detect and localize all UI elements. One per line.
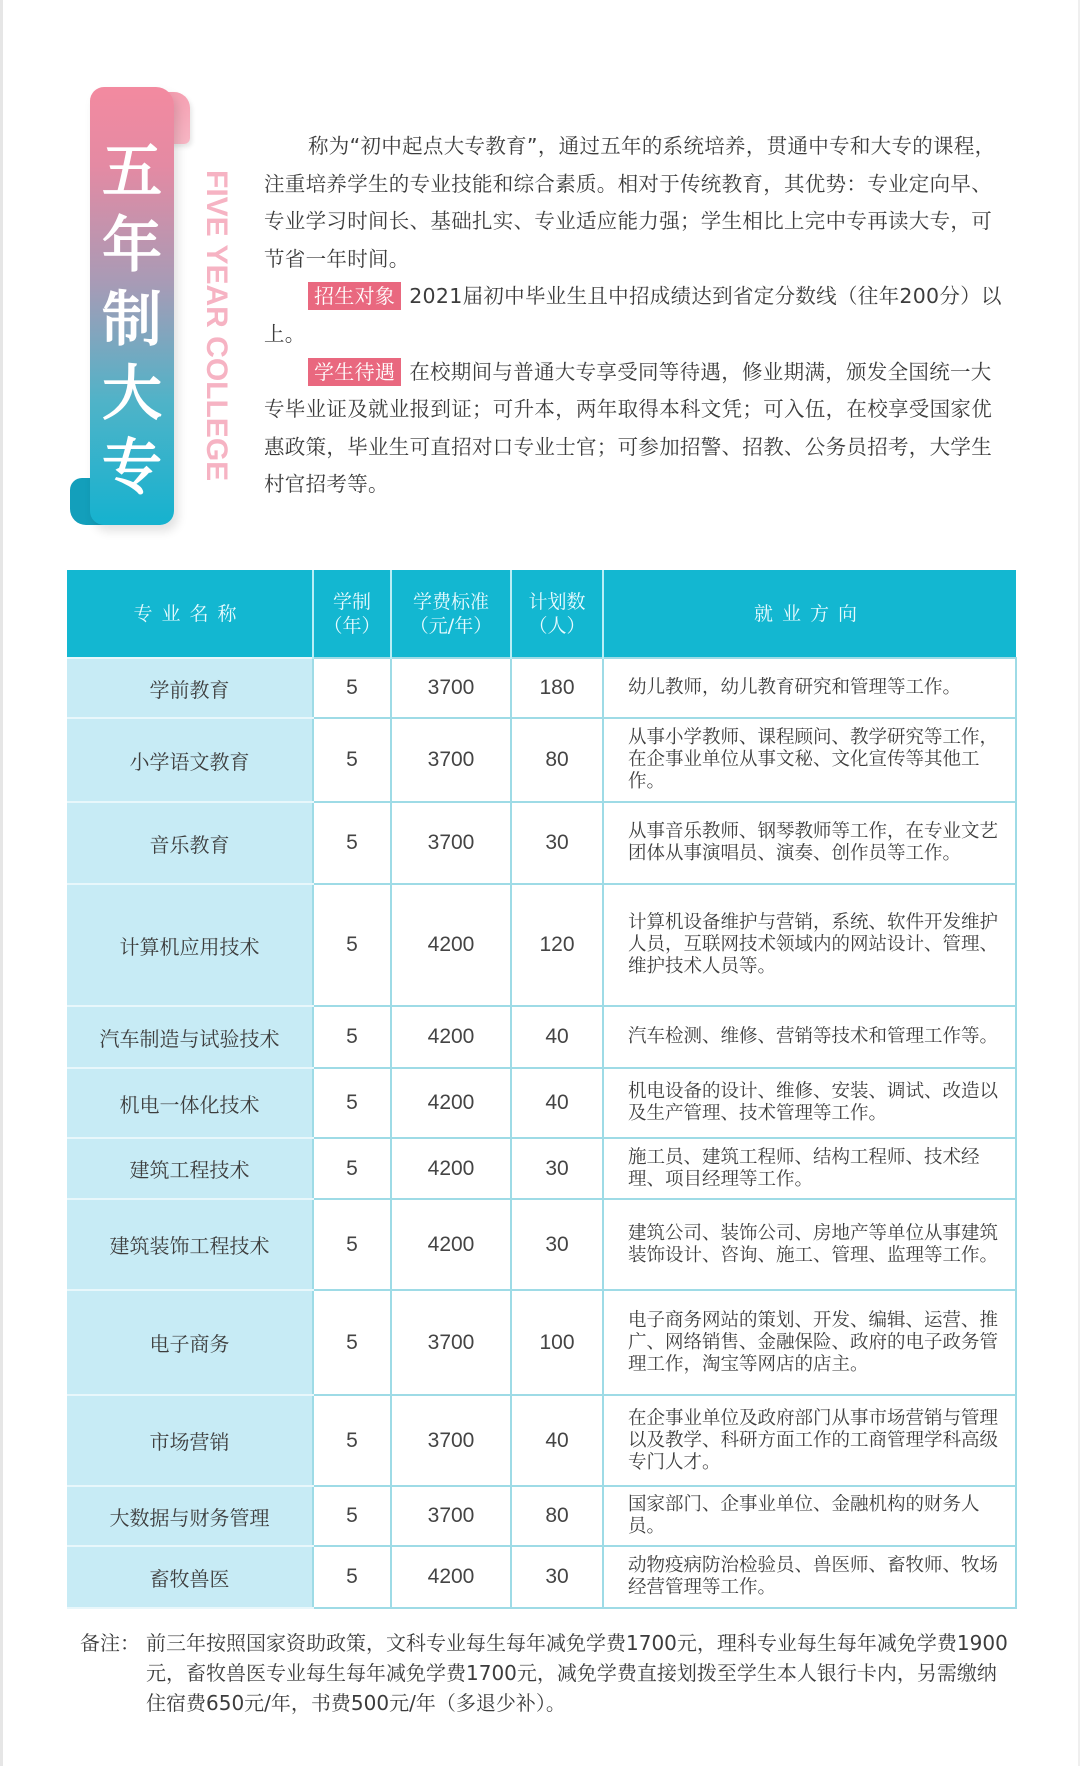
cell-fee: 3700 <box>391 1395 511 1486</box>
intro-section <box>264 128 1010 504</box>
cell-quota: 180 <box>511 658 603 718</box>
cell-years: 5 <box>313 1546 391 1608</box>
cell-career: 在企事业单位及政府部门从事市场营销与管理以及教学、科研方面工作的工商管理学科高级专门人才。 <box>603 1395 1016 1486</box>
table-row <box>67 884 1016 1006</box>
cell-major: 计算机应用技术 <box>67 884 313 1006</box>
benefits-paragraph <box>264 354 1010 504</box>
table-row <box>67 1006 1016 1068</box>
footnote-label: 备注： <box>80 1631 140 1655</box>
cell-quota: 40 <box>511 1006 603 1068</box>
cell-major: 电子商务 <box>67 1290 313 1395</box>
cell-fee: 3700 <box>391 1290 511 1395</box>
banner-title-char: 五 <box>102 137 162 207</box>
footnote <box>80 1628 1010 1718</box>
table-row <box>67 658 1016 718</box>
cell-quota: 120 <box>511 884 603 1006</box>
cell-major: 汽车制造与试验技术 <box>67 1006 313 1068</box>
table-row <box>67 1546 1016 1608</box>
table-header-row <box>67 570 1016 658</box>
cell-fee: 3700 <box>391 658 511 718</box>
header-years: 学制 （年） <box>313 570 391 658</box>
benefits-text: 在校期间与普通大专享受同等待遇，修业期满，颁发全国统一大专毕业证及就业报到证；可升本，两年取得本科文凭；可入伍，在校享受国家优惠政策，毕业生可直招对口专业士官；可参加招警、招教、公务员招考，大学生村官招考等。 <box>264 359 992 497</box>
cell-fee: 4200 <box>391 1199 511 1290</box>
cell-years: 5 <box>313 718 391 802</box>
intro-text: 称为“初中起点大专教育”，通过五年的系统培养，贯通中专和大专的课程，注重培养学生的专业技能和综合素质。相对于传统教育，其优势：专业定向早、专业学习时间长、基础扎实、专业适应能力强；学生相比上完中专再读大专，可节省一年时间。 <box>264 134 996 271</box>
cell-major: 音乐教育 <box>67 802 313 884</box>
banner-title-char: 专 <box>102 433 162 503</box>
cell-years: 5 <box>313 884 391 1006</box>
enrollment-paragraph <box>264 278 1010 353</box>
header-major: 专业名称 <box>67 570 313 658</box>
cell-fee: 3700 <box>391 718 511 802</box>
cell-career: 从事音乐教师、钢琴教师等工作，在专业文艺团体从事演唱员、演奏、创作员等工作。 <box>603 802 1016 884</box>
banner-title-char: 大 <box>102 359 162 429</box>
cell-career: 汽车检测、维修、营销等技术和管理工作等。 <box>603 1006 1016 1068</box>
cell-career: 建筑公司、装饰公司、房地产等单位从事建筑装饰设计、咨询、施工、管理、监理等工作。 <box>603 1199 1016 1290</box>
cell-major: 建筑工程技术 <box>67 1138 313 1199</box>
cell-quota: 30 <box>511 1199 603 1290</box>
cell-career: 从事小学教师、课程顾问、教学研究等工作，在企事业单位从事文秘、文化宣传等其他工作。 <box>603 718 1016 802</box>
cell-career: 电子商务网站的策划、开发、编辑、运营、推广、网络销售、金融保险、政府的电子政务管理工作，淘宝等网店的店主。 <box>603 1290 1016 1395</box>
table-row <box>67 1138 1016 1199</box>
cell-major: 大数据与财务管理 <box>67 1486 313 1546</box>
header-career: 就业方向 <box>603 570 1016 658</box>
cell-years: 5 <box>313 1006 391 1068</box>
cell-quota: 100 <box>511 1290 603 1395</box>
benefits-tag: 学生待遇 <box>308 358 401 386</box>
table-row <box>67 1290 1016 1395</box>
cell-career: 机电设备的设计、维修、安装、调试、改造以及生产管理、技术管理等工作。 <box>603 1068 1016 1138</box>
cell-major: 建筑装饰工程技术 <box>67 1199 313 1290</box>
cell-fee: 4200 <box>391 884 511 1006</box>
cell-career: 施工员、建筑工程师、结构工程师、技术经理、项目经理等工作。 <box>603 1138 1016 1199</box>
cell-years: 5 <box>313 1486 391 1546</box>
cell-quota: 40 <box>511 1395 603 1486</box>
header-quota: 计划数 （人） <box>511 570 603 658</box>
footnote-text: 前三年按照国家资助政策，文科专业每生每年减免学费1700元，理科专业每生每年减免学费1900元，畜牧兽医专业每生每年减免学费1700元，减免学费直接划拨至学生本人银行卡内，另需缴纳住宿费650元/年，书费500元/年（多退少补）。 <box>146 1631 1008 1715</box>
cell-quota: 30 <box>511 1546 603 1608</box>
table-row <box>67 802 1016 884</box>
cell-years: 5 <box>313 802 391 884</box>
cell-years: 5 <box>313 1395 391 1486</box>
page-left-edge <box>0 0 3 1766</box>
cell-fee: 3700 <box>391 802 511 884</box>
cell-years: 5 <box>313 1290 391 1395</box>
header-fee: 学费标准 （元/年） <box>391 570 511 658</box>
cell-fee: 3700 <box>391 1486 511 1546</box>
cell-quota: 30 <box>511 802 603 884</box>
cell-career: 计算机设备维护与营销，系统、软件开发维护人员，互联网技术领域内的网站设计、管理、维护技术人员等。 <box>603 884 1016 1006</box>
enrollment-text: 2021届初中毕业生且中招成绩达到省定分数线（往年200分）以上。 <box>264 284 1002 346</box>
cell-major: 学前教育 <box>67 658 313 718</box>
banner-english-subtitle: FIVE YEAR COLLEGE <box>200 170 233 482</box>
cell-quota: 40 <box>511 1068 603 1138</box>
majors-table <box>67 570 1017 1609</box>
cell-major: 畜牧兽医 <box>67 1546 313 1608</box>
cell-years: 5 <box>313 1068 391 1138</box>
enrollment-tag: 招生对象 <box>308 282 401 310</box>
cell-major: 小学语文教育 <box>67 718 313 802</box>
cell-years: 5 <box>313 1138 391 1199</box>
banner-title-char: 制 <box>102 285 162 355</box>
intro-paragraph <box>264 128 1010 278</box>
cell-major: 机电一体化技术 <box>67 1068 313 1138</box>
cell-quota: 80 <box>511 718 603 802</box>
table-row <box>67 1395 1016 1486</box>
table-row <box>67 1486 1016 1546</box>
cell-quota: 30 <box>511 1138 603 1199</box>
cell-major: 市场营销 <box>67 1395 313 1486</box>
cell-career: 国家部门、企事业单位、金融机构的财务人员。 <box>603 1486 1016 1546</box>
cell-fee: 4200 <box>391 1546 511 1608</box>
cell-career: 幼儿教师，幼儿教育研究和管理等工作。 <box>603 658 1016 718</box>
cell-years: 5 <box>313 1199 391 1290</box>
table-row <box>67 718 1016 802</box>
cell-quota: 80 <box>511 1486 603 1546</box>
table-row <box>67 1068 1016 1138</box>
cell-fee: 4200 <box>391 1068 511 1138</box>
banner-title-char: 年 <box>102 211 162 281</box>
cell-fee: 4200 <box>391 1006 511 1068</box>
cell-career: 动物疫病防治检验员、兽医师、畜牧师、牧场经营管理等工作。 <box>603 1546 1016 1608</box>
banner-title <box>90 135 174 505</box>
table-row <box>67 1199 1016 1290</box>
cell-fee: 4200 <box>391 1138 511 1199</box>
cell-years: 5 <box>313 658 391 718</box>
